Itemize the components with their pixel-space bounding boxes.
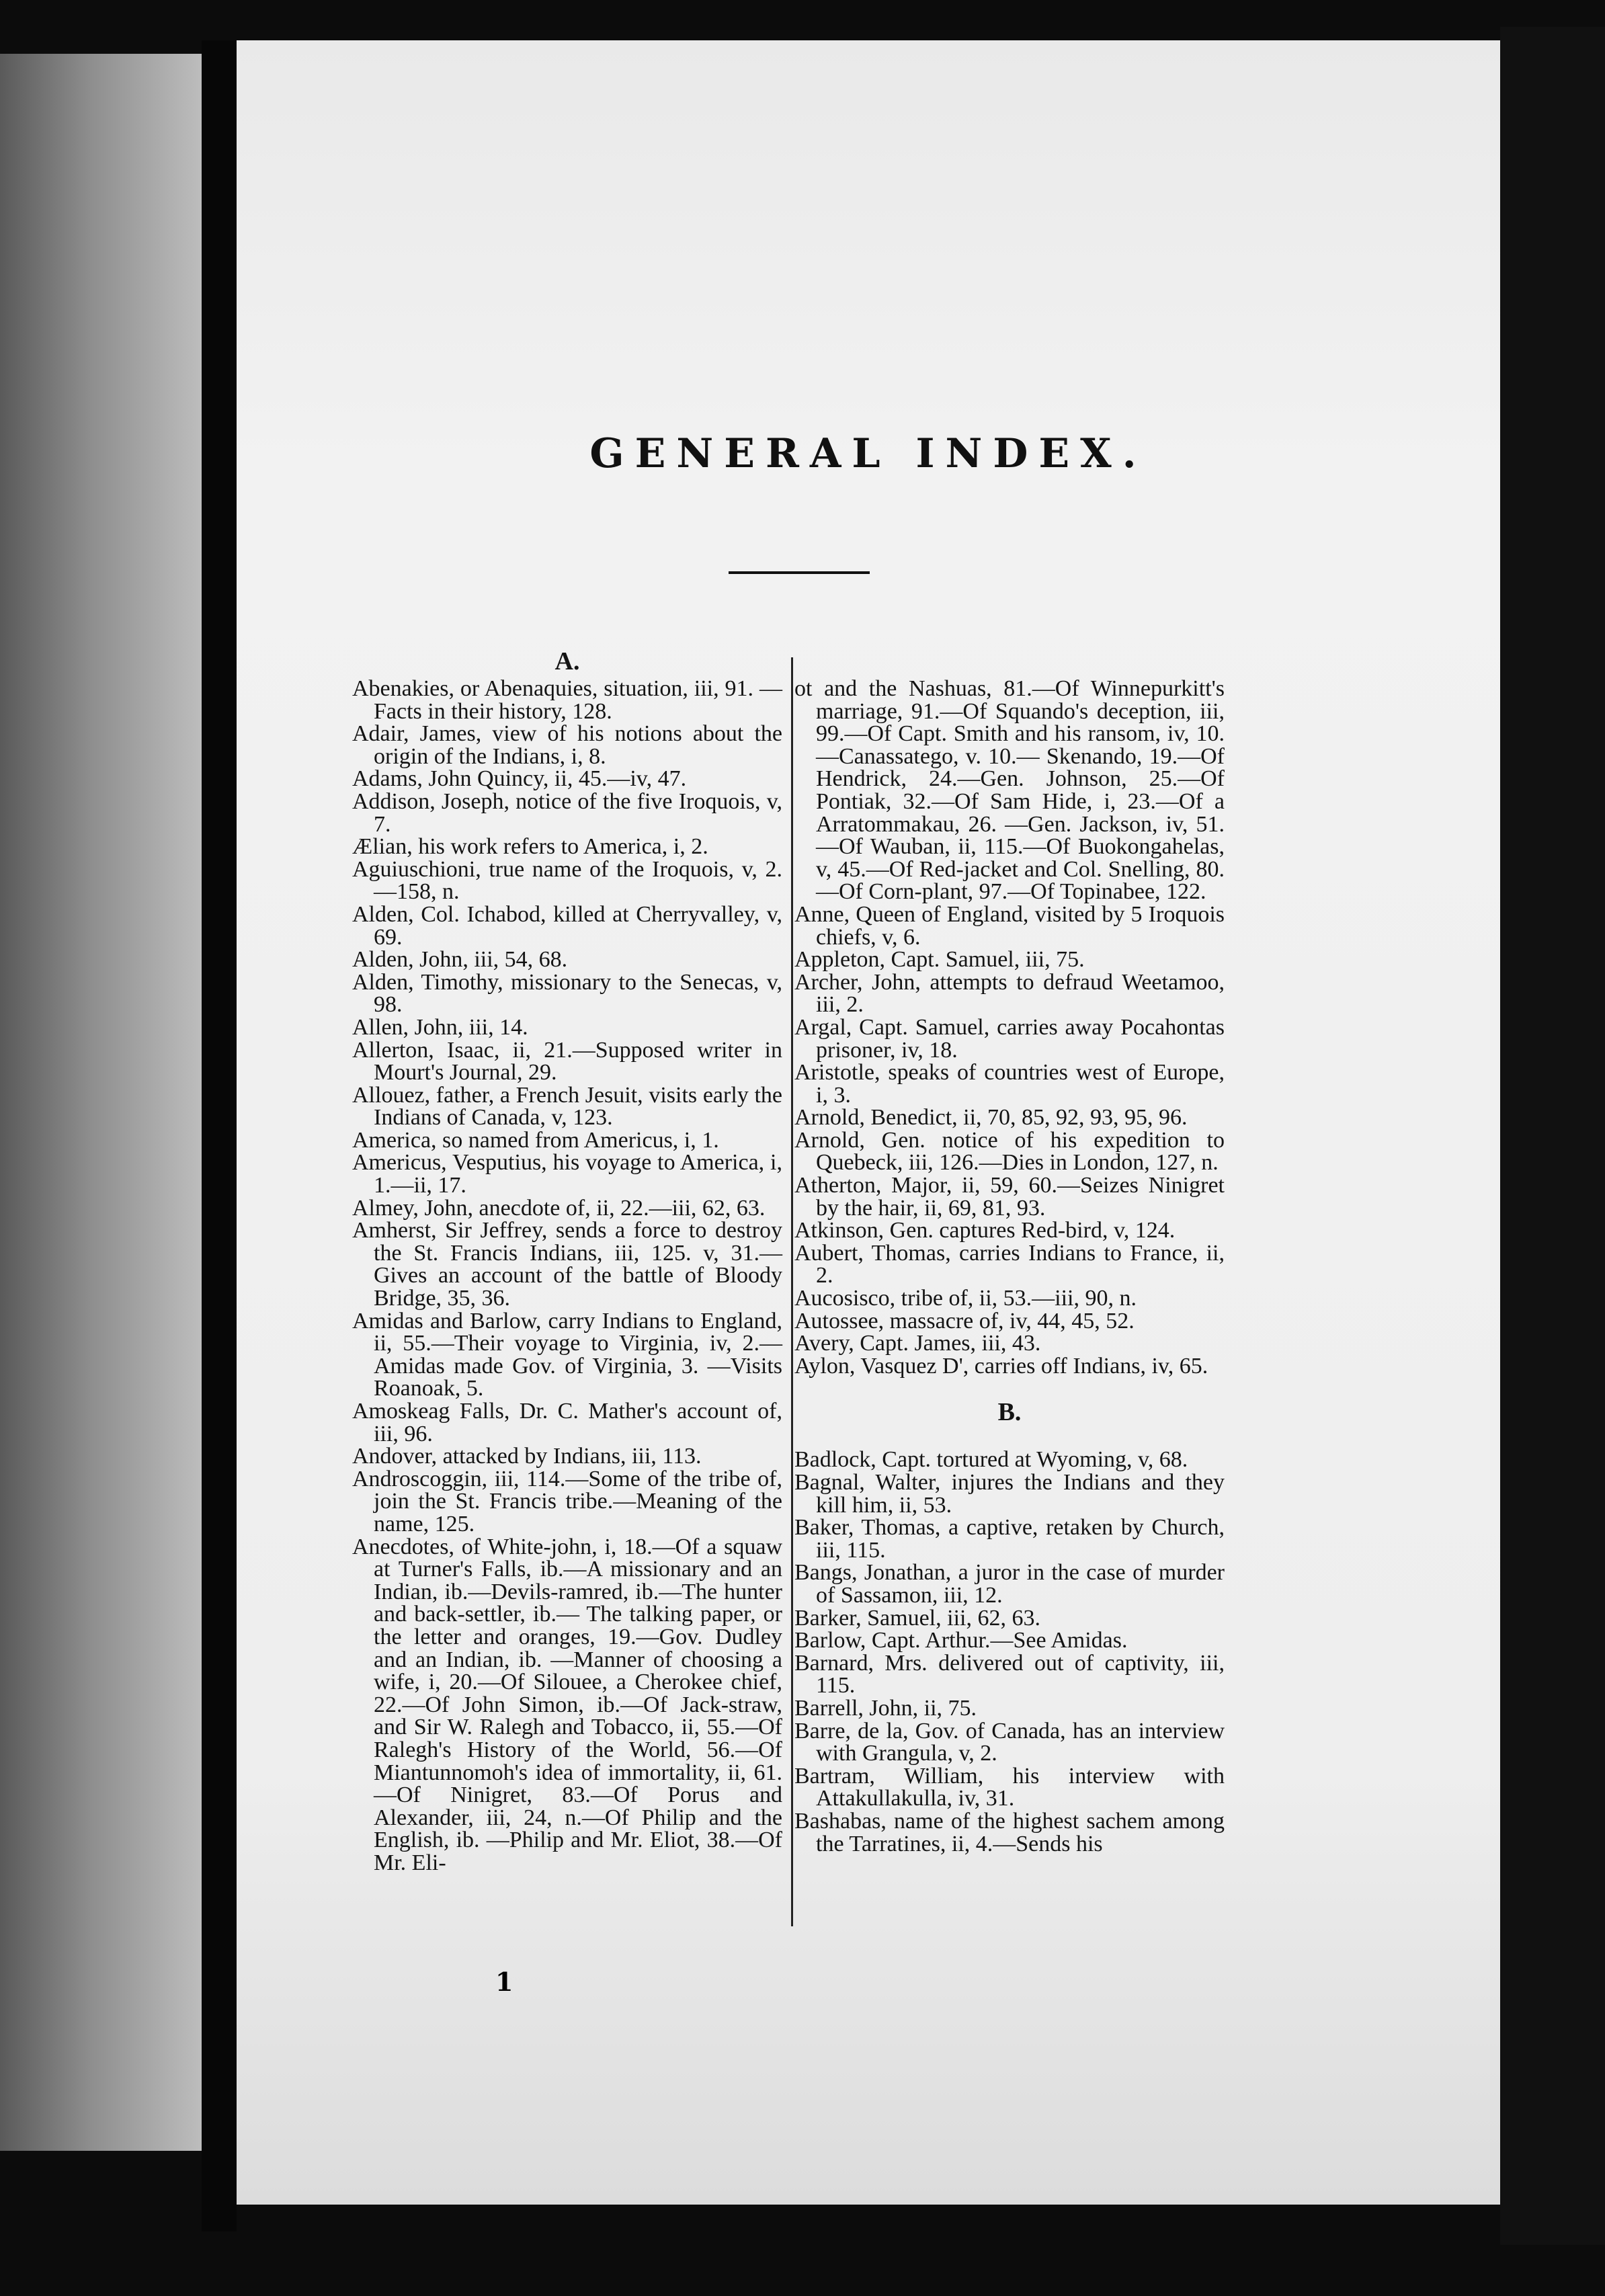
index-entry: Alden, Col. Ichabod, killed at Cherryvalley, v, 69. bbox=[352, 901, 782, 950]
index-entry: Aucosisco, tribe of, ii, 53.—iii, 90, n. bbox=[794, 1286, 1137, 1311]
index-entry: Bagnal, Walter, injures the Indians and they kill him, ii, 53. bbox=[794, 1470, 1225, 1518]
index-entry: Aubert, Thomas, carries Indians to France, ii, 2. bbox=[794, 1240, 1225, 1288]
section-heading-b: B. bbox=[997, 1398, 1022, 1427]
index-entry: Bartram, William, his interview with Attakullakulla, iv, 31. bbox=[794, 1763, 1225, 1811]
entry-list-right-a bbox=[794, 678, 1225, 1377]
index-entry: Adair, James, view of his notions about the origin of the Indians, i, 8. bbox=[352, 721, 782, 769]
title-rule bbox=[729, 571, 870, 574]
facing-page-edge bbox=[0, 54, 202, 2151]
entry-list-left bbox=[352, 678, 782, 1874]
index-entry: Anecdotes, of White-john, i, 18.—Of a squaw at Turner's Falls, ib.—A missionary and an Indian, ib.—Devils-ramred, ib.—The hunter and back-settler, ib.— The talking paper, or the letter and oranges, 19.—Gov. Dudley and an Indian, ib. —Manner of choosing a wife, i, 20.—Of Silouee, a Cherokee chief, 22.—Of John Simon, ib.—Of Jack-straw, and Sir W. Ralegh and Tobacco, ii, 55.—Of Ralegh's History of the World, 56.—Of Miantunnomoh's idea of immortality, ii, 61.—Of Ninigret, 83.—Of Porus and Alexander, iii, 24, n.—Of Philip and the English, ib. —Philip and Mr. Eliot, 38.—Of Mr. Eli- bbox=[352, 1534, 782, 1875]
index-entry: Anne, Queen of England, visited by 5 Iroquois chiefs, v, 6. bbox=[794, 901, 1225, 950]
index-entry: Bashabas, name of the highest sachem among the Tarratines, ii, 4.—Sends his bbox=[794, 1808, 1225, 1856]
index-entry: Autossee, massacre of, iv, 44, 45, 52. bbox=[794, 1308, 1135, 1334]
section-heading-a: A. bbox=[554, 647, 580, 675]
index-entry: Abenakies, or Abenaquies, situation, iii, 91. —Facts in their history, 128. bbox=[352, 676, 782, 724]
index-entry: America, so named from Americus, i, 1. bbox=[352, 1127, 719, 1153]
index-entry: Almey, John, anecdote of, ii, 22.—iii, 62, 63. bbox=[352, 1195, 766, 1221]
index-entry: Bangs, Jonathan, a juror in the case of murder of Sassamon, iii, 12. bbox=[794, 1560, 1225, 1608]
index-page bbox=[237, 40, 1500, 2205]
index-column-right bbox=[794, 678, 1225, 1855]
index-entry: Alden, Timothy, missionary to the Senecas, v, 98. bbox=[352, 969, 782, 1018]
index-entry: Arnold, Benedict, ii, 70, 85, 92, 93, 95, 96. bbox=[794, 1105, 1188, 1131]
index-entry: Atherton, Major, ii, 59, 60.—Seizes Ninigret by the hair, ii, 69, 81, 93. bbox=[794, 1173, 1225, 1221]
index-entry: Aristotle, speaks of countries west of Europe, i, 3. bbox=[794, 1060, 1225, 1108]
index-entry: Amherst, Sir Jeffrey, sends a force to destroy the St. Francis Indians, iii, 125. v, 31.—Gives an account of the battle of Bloody Bridge, 35, 36. bbox=[352, 1218, 782, 1311]
index-entry: Allouez, father, a French Jesuit, visits early the Indians of Canada, v, 123. bbox=[352, 1082, 782, 1131]
index-entry: Ælian, his work refers to America, i, 2. bbox=[352, 834, 708, 860]
index-entry: Americus, Vesputius, his voyage to America, i, 1.—ii, 17. bbox=[352, 1150, 782, 1198]
index-entry: Aguiuschioni, true name of the Iroquois, v, 2.—158, n. bbox=[352, 856, 782, 905]
index-entry: Appleton, Capt. Samuel, iii, 75. bbox=[794, 947, 1085, 973]
index-entry: Avery, Capt. James, iii, 43. bbox=[794, 1331, 1041, 1356]
book-gutter bbox=[202, 40, 237, 2231]
index-entry: Arnold, Gen. notice of his expedition to Quebeck, iii, 126.—Dies in London, 127, n. bbox=[794, 1127, 1225, 1176]
index-entry: Argal, Capt. Samuel, carries away Pocahontas prisoner, iv, 18. bbox=[794, 1014, 1225, 1063]
index-entry: Barker, Samuel, iii, 62, 63. bbox=[794, 1605, 1040, 1631]
index-entry: Amidas and Barlow, carry Indians to England, ii, 55.—Their voyage to Virginia, iv, 2.—Amidas made Gov. of Virginia, 3. —Visits Roanoak, 5. bbox=[352, 1308, 782, 1401]
index-column-left bbox=[352, 645, 782, 1874]
index-entry: Androscoggin, iii, 114.—Some of the tribe of, join the St. Francis tribe.—Meaning of the name, 125. bbox=[352, 1466, 782, 1536]
index-entry: Archer, John, attempts to defraud Weetamoo, iii, 2. bbox=[794, 969, 1225, 1018]
column-divider bbox=[791, 657, 793, 1926]
index-entry: Alden, John, iii, 54, 68. bbox=[352, 947, 568, 973]
page-number: 1 bbox=[495, 1967, 513, 1997]
show-through-text bbox=[707, 356, 1460, 679]
index-entry: Badlock, Capt. tortured at Wyoming, v, 68. bbox=[794, 1447, 1188, 1473]
index-entry: Andover, attacked by Indians, iii, 113. bbox=[352, 1444, 702, 1469]
scan-border bbox=[1500, 27, 1605, 2245]
index-entry: Atkinson, Gen. captures Red-bird, v, 124. bbox=[794, 1218, 1176, 1243]
index-entry: Barre, de la, Gov. of Canada, has an interview with Grangula, v, 2. bbox=[794, 1718, 1225, 1766]
index-entry: ot and the Nashuas, 81.—Of Winnepurkitt's marriage, 91.—Of Squando's deception, iii, 99.—Of Capt. Smith and his ransom, iv, 10.—Canassatego, v. 10.— Skenando, 19.—Of Hendrick, 24.—Gen. Johnson, 25.—Of Pontiak, 32.—Of Sam Hide, i, 23.—Of a Arratommakau, 26. —Gen. Jackson, iv, 51.—Of Wauban, ii, 115.—Of Buokongahelas, v, 45.—Of Red-jacket and Col. Snelling, 80.—Of Corn-plant, 97.—Of Topinabee, 122. bbox=[794, 676, 1225, 905]
index-entry: Adams, John Quincy, ii, 45.—iv, 47. bbox=[352, 766, 687, 792]
index-entry: Amoskeag Falls, Dr. C. Mather's account of, iii, 96. bbox=[352, 1399, 782, 1446]
index-entry: Baker, Thomas, a captive, retaken by Church, iii, 115. bbox=[794, 1515, 1225, 1563]
index-entry: Barlow, Capt. Arthur.—See Amidas. bbox=[794, 1628, 1128, 1653]
index-entry: Aylon, Vasquez D', carries off Indians, iv, 65. bbox=[794, 1353, 1208, 1379]
index-entry: Allerton, Isaac, ii, 21.—Supposed writer in Mourt's Journal, 29. bbox=[352, 1037, 782, 1085]
page-title: GENERAL INDEX. bbox=[589, 430, 1147, 477]
index-entry: Barrell, John, ii, 75. bbox=[794, 1695, 977, 1721]
index-entry: Barnard, Mrs. delivered out of captivity, iii, 115. bbox=[794, 1650, 1225, 1698]
index-entry: Allen, John, iii, 14. bbox=[352, 1014, 528, 1040]
entry-list-right-b bbox=[794, 1448, 1225, 1855]
index-entry: Addison, Joseph, notice of the five Iroquois, v, 7. bbox=[352, 788, 782, 837]
